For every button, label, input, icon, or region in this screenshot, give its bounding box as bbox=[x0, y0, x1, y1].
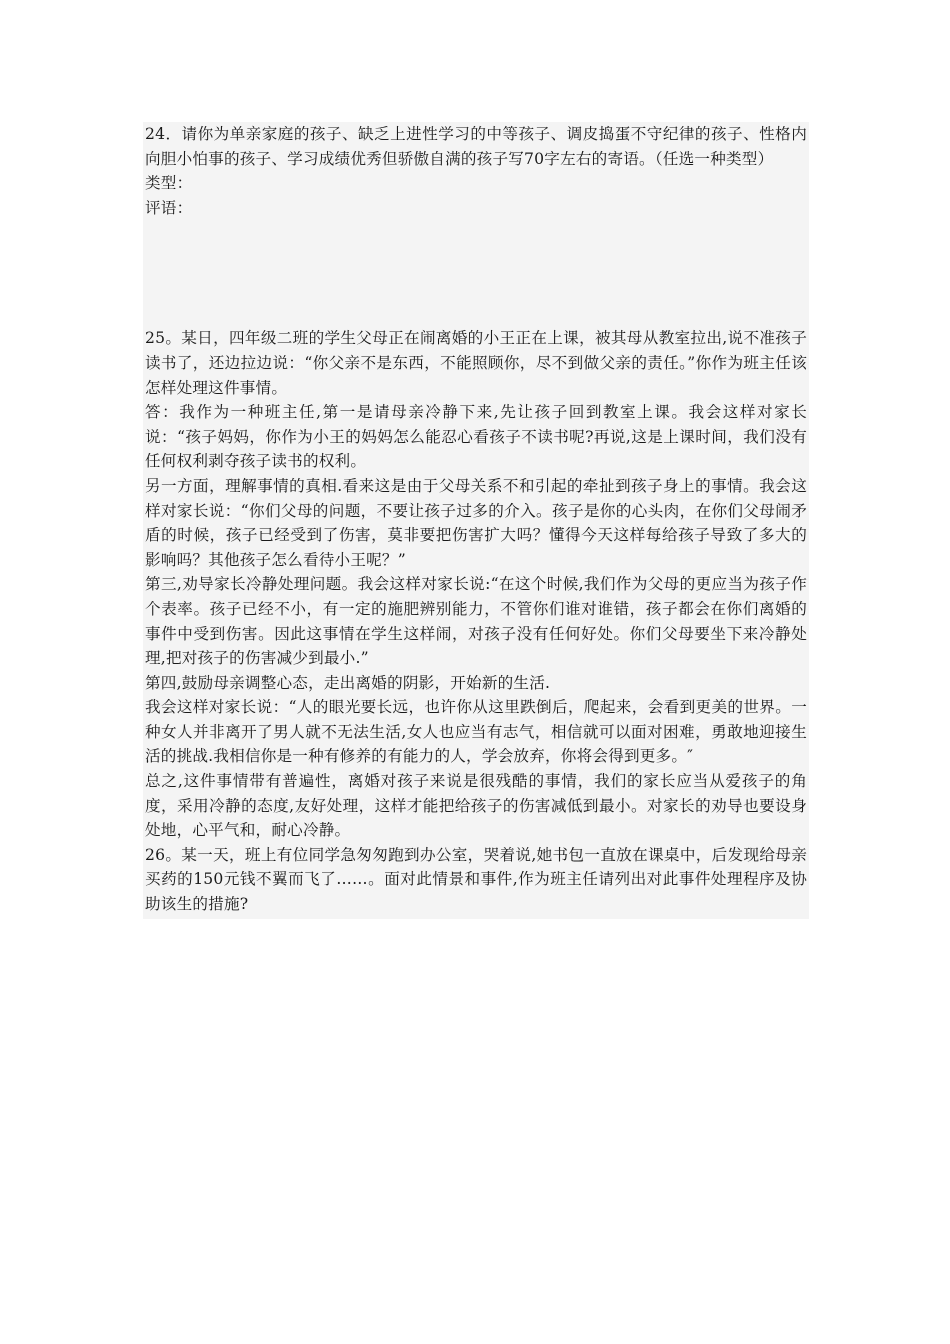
type-label: 类型： bbox=[145, 174, 193, 193]
answer-25-paragraph-3: 第三,劝导家长冷静处理问题。我会这样对家长说:“在这个时候,我们作为父母的更应当为孩子作个表率。孩子已经不小，有一定的施肥辨别能力，不管你们谁对谁错，孩子都会在你们离婚的事件中受到伤害。因此这事情在学生这样闹，对孩子没有任何好处。你们父母要坐下来冷静处理,把对孩子的伤害减少到最小.” bbox=[145, 575, 807, 668]
document-body bbox=[143, 122, 809, 919]
question-26: 26。某一天，班上有位同学急匆匆跑到办公室，哭着说,她书包一直放在课桌中，后发现给母亲买药的150元钱不翼而飞了……。面对此情景和事件,作为班主任请列出对此事件处理程序及协助该生的措施? bbox=[145, 845, 807, 914]
comment-label: 评语： bbox=[145, 198, 193, 217]
answer-25-paragraph-2: 另一方面，理解事情的真相.看来这是由于父母关系不和引起的牵扯到孩子身上的事情。我会这样对家长说：“你们父母的问题，不要让孩子过多的介入。孩子是你的心头肉，在你们父母闹矛盾的时候，孩子已经受到了伤害，莫非要把伤害扩大吗？懂得今天这样每给孩子导致了多大的影响吗？其他孩子怎么看待小王呢？” bbox=[145, 476, 807, 569]
question-24: 24．请你为单亲家庭的孩子、缺乏上进性学习的中等孩子、调皮捣蛋不守纪律的孩子、性格内向胆小怕事的孩子、学习成绩优秀但骄傲自满的孩子写70字左右的寄语。（任选一种类型） bbox=[145, 125, 807, 168]
answer-blank-space bbox=[143, 220, 809, 326]
answer-25-paragraph-6: 总之,这件事情带有普遍性，离婚对孩子来说是很残酷的事情，我们的家长应当从爱孩子的角度，采用冷静的态度,友好处理，这样才能把给孩子的伤害减低到最小。对家长的劝导也要设身处地，心平气和，耐心冷静。 bbox=[145, 772, 807, 840]
answer-25-paragraph-4: 第四,鼓励母亲调整心态，走出离婚的阴影，开始新的生活. bbox=[145, 673, 551, 692]
answer-25-paragraph-5: 我会这样对家长说：“人的眼光要长远，也许你从这里跌倒后，爬起来，会看到更美的世界。一种女人并非离开了男人就不无法生活,女人也应当有志气，相信就可以面对困难，勇敢地迎接生活的挑战.我相信你是一种有修养的有能力的人，学会放弃，你将会得到更多。″ bbox=[145, 698, 807, 766]
answer-25-paragraph-1: 答：我作为一种班主任,第一是请母亲冷静下来,先让孩子回到教室上课。我会这样对家长说：“孩子妈妈，你作为小王的妈妈怎么能忍心看孩子不读书呢?再说,这是上课时间，我们没有任何权利剥夺孩子读书的权利。 bbox=[145, 403, 807, 471]
question-25: 25。某日，四年级二班的学生父母正在闹离婚的小王正在上课，被其母从教室拉出,说不准孩子读书了，还边拉边说：“你父亲不是东西，不能照顾你，尽不到做父亲的责任。”你作为班主任该怎样处理这件事情。 bbox=[145, 329, 807, 397]
